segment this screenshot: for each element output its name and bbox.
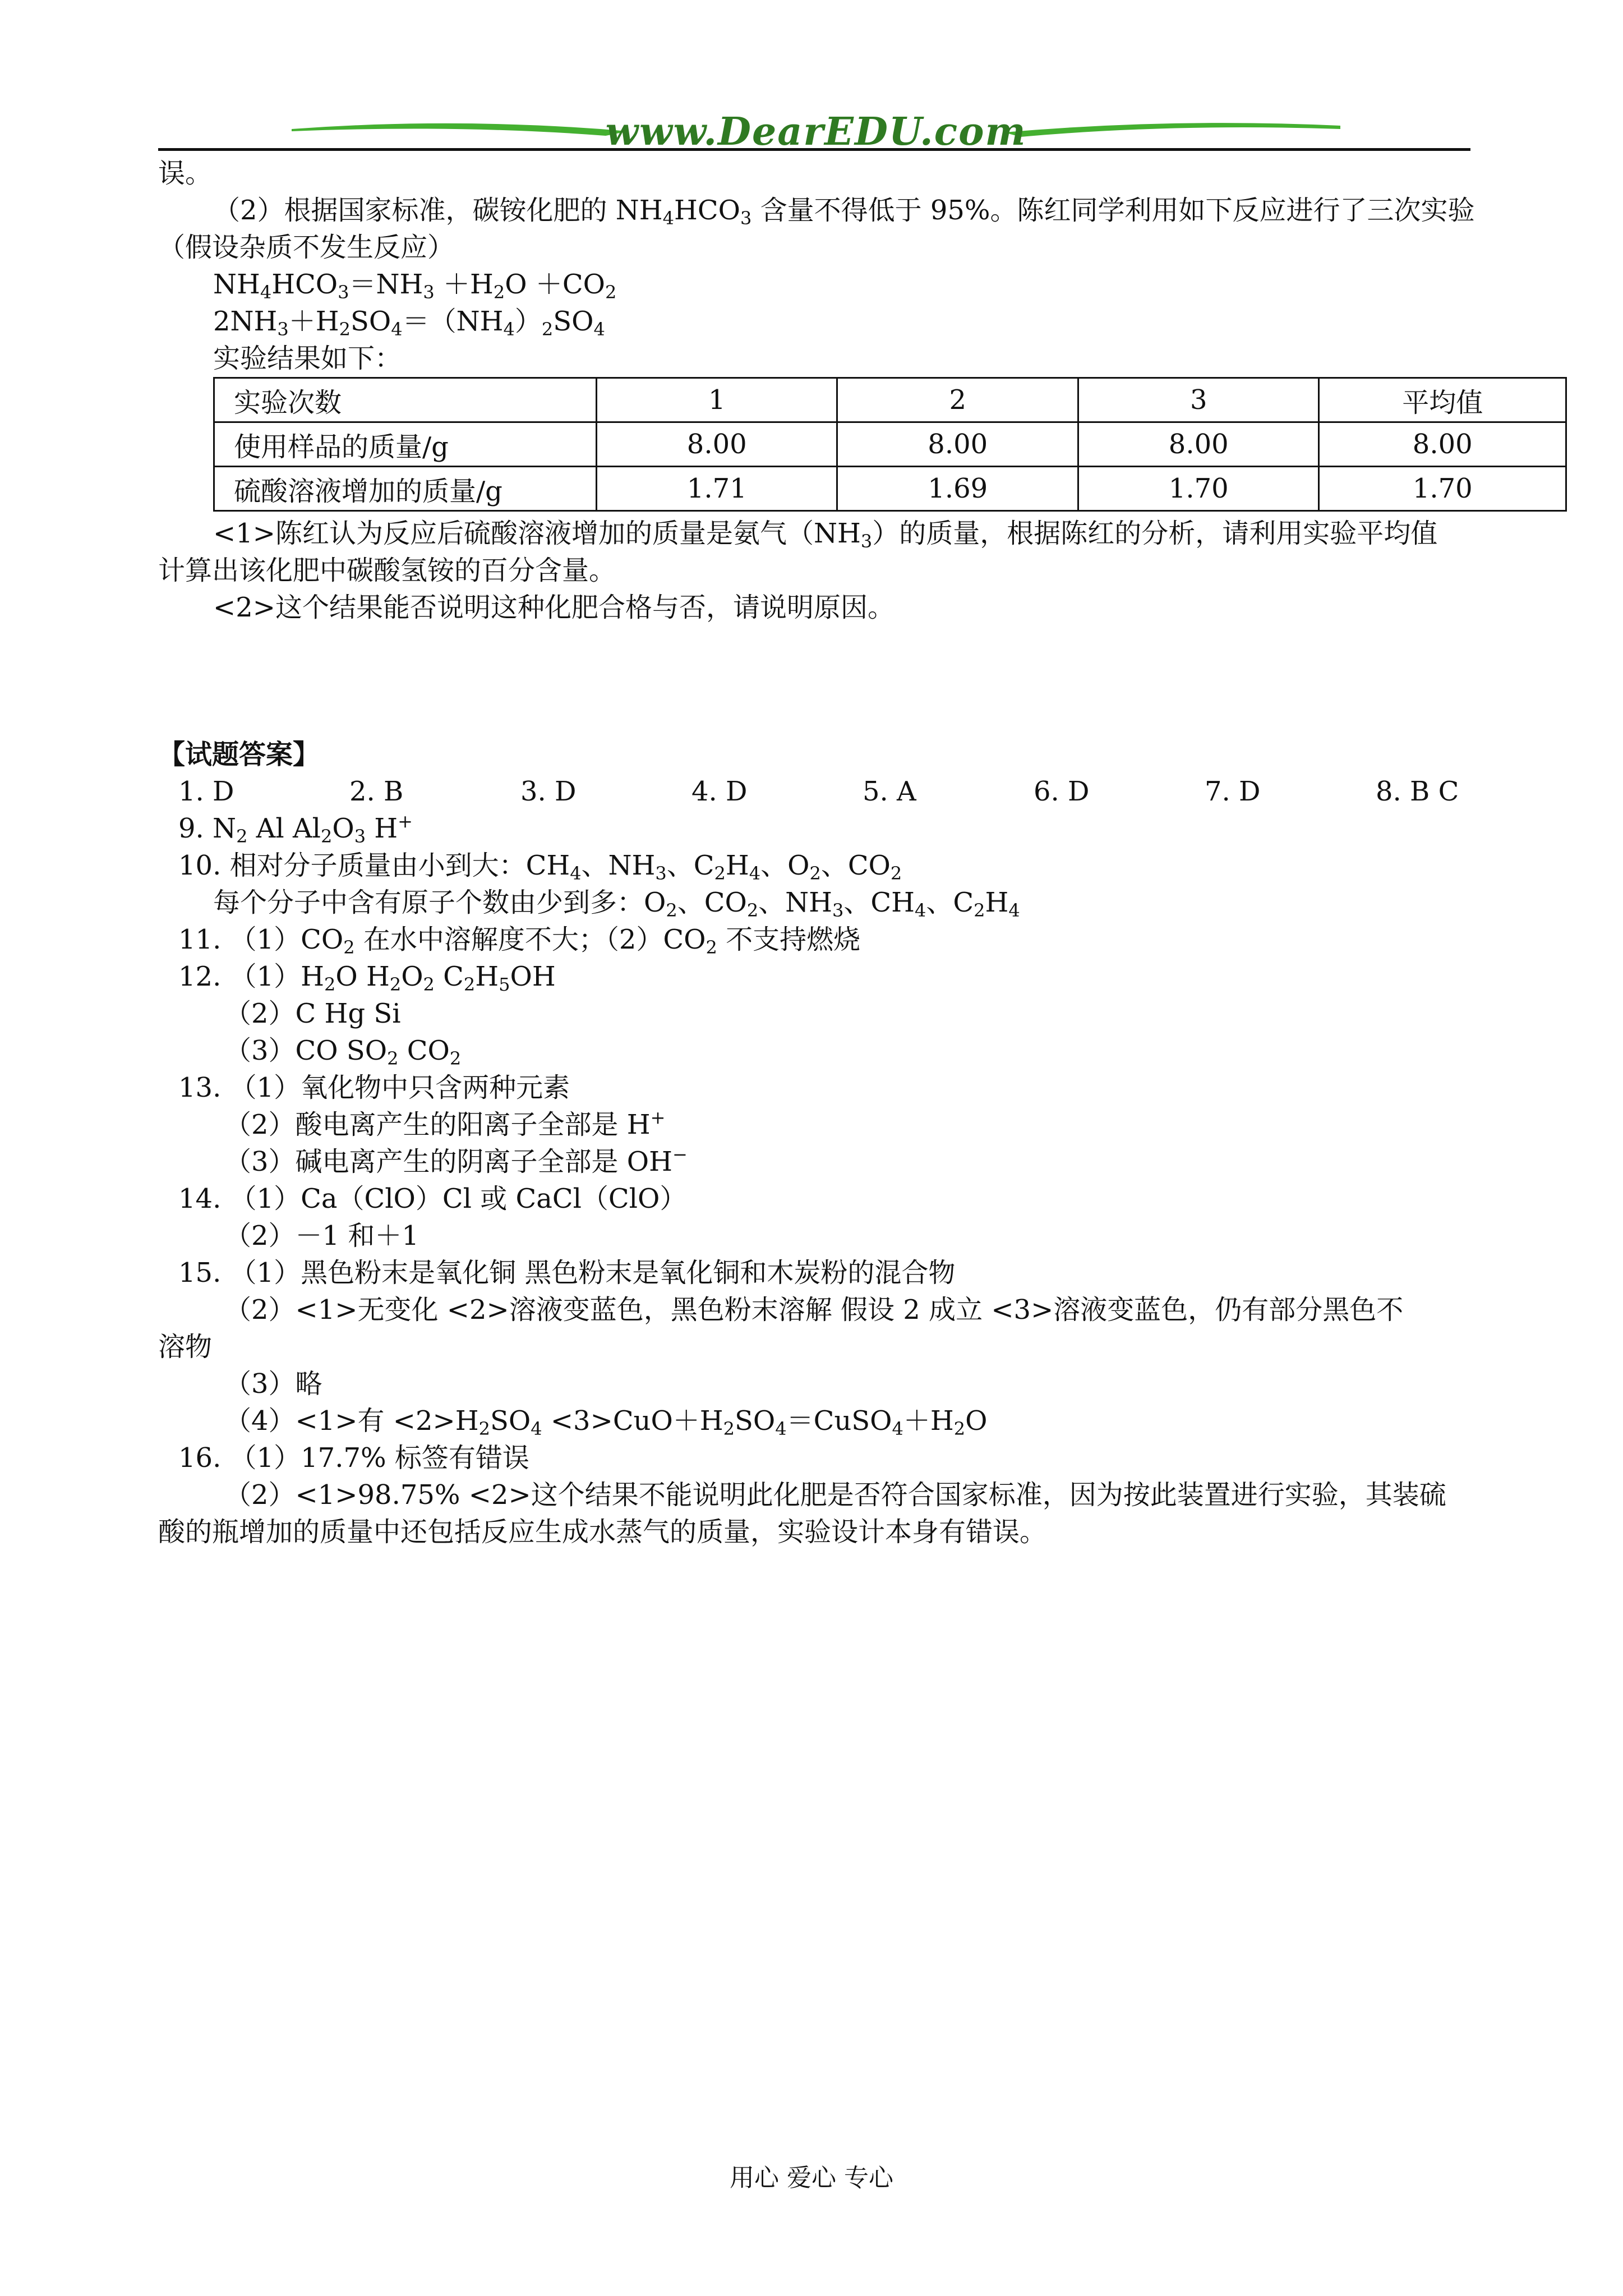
- results-table: [213, 377, 1567, 512]
- answer-16-1: 16. （1）17.7% 标签有错误: [178, 1442, 529, 1474]
- table-header-row: [214, 378, 1566, 422]
- answer-13-2: （2）酸电离产生的阳离子全部是 H+: [224, 1107, 666, 1140]
- table-cell: 1: [596, 378, 837, 422]
- mc-answer: 2. B: [349, 776, 404, 807]
- answer-12-1: 12. $(1)H_2O$ $H_2O_2$ $C_2H_5OH$: [178, 961, 556, 995]
- answer-16-2: （2）<1>98.75% <2>这个结果不能说明此化肥是否符合国家标准，因为按此装置进行实验，其装硫: [224, 1479, 1446, 1511]
- table-cell: 8.00: [1078, 422, 1319, 467]
- answer-14-1: 14. （1）Ca（ClO）Cl 或 CaCl（ClO）: [178, 1183, 687, 1214]
- answer-15-2: （2）<1>无变化 <2>溶液变蓝色，黑色粉末溶解 假设 2 成立 <3>溶液变蓝色，仍有部分黑色不: [224, 1294, 1404, 1326]
- page-footer: 用心 爱心 专心: [730, 2164, 893, 2192]
- answer-12-3: （3）CO $SO_2$ $CO_2$: [224, 1035, 462, 1069]
- answer-10a: 10. 相对分子质量由小到大：$CH_4$、$NH_3$、$C_2H_4$、$O_2$、$CO_2$: [178, 850, 902, 884]
- table-cell: 3: [1078, 378, 1319, 422]
- answer-15-4: （3）略: [224, 1368, 322, 1400]
- answer-15-3: 溶物: [158, 1331, 213, 1363]
- answer-14-2: （2）－1 和＋1: [224, 1220, 419, 1251]
- mc-answers: [178, 773, 1491, 810]
- mc-answer: 1. D: [178, 776, 234, 807]
- table-cell: 8.00: [837, 422, 1078, 467]
- answer-10b: 每个分子中含有原子个数由少到多：$O_2$、$CO_2$、$NH_3$、$CH_4$、$C_2H_4$: [213, 887, 1020, 921]
- answer-16-3: 酸的瓶增加的质量中还包括反应生成水蒸气的质量，实验设计本身有错误。: [158, 1516, 1047, 1548]
- header-rule: [158, 148, 1470, 151]
- answer-13-1: 13. （1）氧化物中只含两种元素: [178, 1072, 570, 1103]
- answer-15-1: 15. （1）黑色粉末是氧化铜 黑色粉末是氧化铜和木炭粉的混合物: [178, 1257, 956, 1289]
- mc-answer: 5. A: [863, 776, 916, 807]
- answers-title: 【试题答案】: [158, 739, 320, 770]
- table-row: [214, 422, 1566, 467]
- table-cell: 平均值: [1319, 378, 1566, 422]
- mc-answer: 3. D: [520, 776, 577, 807]
- mc-answer: 8. B C: [1376, 776, 1459, 807]
- text-line: 计算出该化肥中碳酸氢铵的百分含量。: [158, 555, 616, 586]
- mc-answer: 7. D: [1205, 776, 1261, 807]
- text-line: <2>这个结果能否说明这种化肥合格与否，请说明原因。: [213, 592, 895, 623]
- table-cell: 1.70: [1319, 467, 1566, 511]
- table-cell: 8.00: [1319, 422, 1566, 467]
- table-cell: 1.70: [1078, 467, 1319, 511]
- mc-answer: 6. D: [1034, 776, 1090, 807]
- mc-answer: 4. D: [691, 776, 748, 807]
- text-line: （假设杂质不发生反应）: [158, 232, 455, 263]
- answer-12-2: （2）C Hg Si: [224, 998, 401, 1029]
- answer-13-3: （3）碱电离产生的阴离子全部是 OH−: [224, 1144, 688, 1177]
- table-cell: 2: [837, 378, 1078, 422]
- table-row: [214, 467, 1566, 511]
- answer-9: 9. $N_2$ Al $Al_2O_3$ H+: [178, 811, 413, 847]
- equation-1: $NH_4HCO_3=NH_3 +H_2O +CO_2$: [213, 269, 617, 303]
- table-cell: 硫酸溶液增加的质量/g: [214, 467, 597, 511]
- table-cell: 实验次数: [214, 378, 597, 422]
- text-line: （2）根据国家标准，碳铵化肥的 $NH_4HCO_3$ 含量不得低于 95%。陈红同学利用如下反应进行了三次实验: [213, 195, 1475, 229]
- table-cell: 1.69: [837, 467, 1078, 511]
- equation-2: $2NH_3+H_2SO_4=(NH_4)_2SO_4$: [213, 306, 605, 340]
- text-line: <1>陈红认为反应后硫酸溶液增加的质量是氨气$(NH_3)$的质量，根据陈红的分析，请利用实验平均值: [213, 518, 1438, 552]
- banner-text: www.DearEDU.com: [605, 109, 1027, 154]
- text-line: 误。: [158, 158, 213, 189]
- table-cell: 8.00: [596, 422, 837, 467]
- answer-15-5: （4）<1>有 $<2>H_2SO_4$ $<3>CuO+H_2SO_4=CuSO_4+H_2O$: [224, 1405, 988, 1439]
- table-cell: 1.71: [596, 467, 837, 511]
- table-cell: 使用样品的质量/g: [214, 422, 597, 467]
- text-line: 实验结果如下：: [213, 343, 402, 374]
- answer-11: 11. $(1)CO_2$ 在水中溶解度不大；$(2)CO_2$ 不支持燃烧: [178, 924, 861, 958]
